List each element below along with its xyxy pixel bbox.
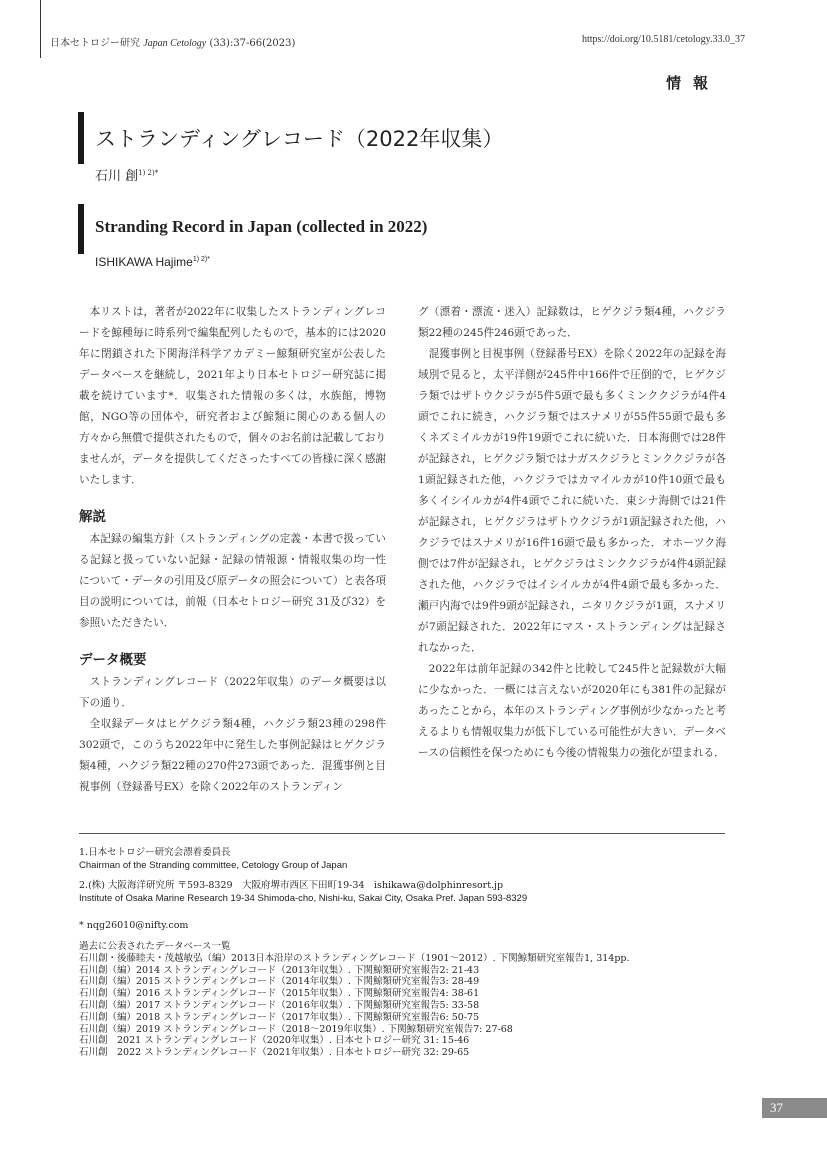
list-item: 石川創・後藤睦夫・茂越敏弘（編）2013日本沿岸のストランディングレコード（1901〜2012）. 下関鯨類研究室報告1, 314pp.	[79, 952, 630, 964]
author-jp	[95, 165, 158, 184]
overview-paragraph-2: 全収録データはヒゲクジラ類4種，ハクジラ類23種の298件302頭で，このうち2022年中に発生した事例記録はヒゲクジラ類4種，ハクジラ類22種の270件273頭であった．混獲事例と目視事例（登録番号EX）を除く2022年のストランディン	[79, 718, 386, 793]
overview-paragraph-1: ストランディングレコード（2022年収集）のデータ概要は以下の通り．	[79, 676, 386, 709]
article-title-en: Stranding Record in Japan (collected in 2022)	[95, 217, 428, 236]
list-item: 石川創（編）2019 ストランディングレコード（2018〜2019年収集）. 下関鯨類研究室報告7: 27-68	[79, 1023, 513, 1035]
past-database-list	[79, 941, 739, 1059]
footnote-1-jp: 1.日本セトロジー研究会漂着委員長	[79, 847, 231, 858]
overview-paragraph-2-continued: グ（漂着・漂流・迷入）記録数は，ヒゲクジラ類4種，ハクジラ類22種の245件246頭であった．	[418, 306, 726, 339]
footnote-2-en: Institute of Osaka Marine Research 19-34 Shimoda-cho, Nishi-ku, Sakai City, Osaka Pref. Japan 593-8329	[79, 892, 528, 904]
footnote-email: * nqg26010@nifty.com	[79, 920, 189, 931]
list-item: 石川創 2022 ストランディングレコード（2021年収集）. 日本セトロジー研究 32: 29-65	[79, 1047, 470, 1059]
list-item: 石川創（編）2018 ストランディングレコード（2017年収集）. 下関鯨類研究室報告6: 50-75	[79, 1011, 480, 1023]
author-name-en: ISHIKAWA Hajime	[95, 255, 193, 269]
author-affiliation-marks-jp: 1) 2)*	[138, 169, 159, 177]
journal-name-en: Japan Cetology	[143, 38, 207, 49]
section-heading-data-overview: データ概要	[79, 652, 147, 668]
article-title-jp: ストランディングレコード（2022年収集）	[95, 127, 504, 151]
margin-rule	[40, 0, 41, 58]
author-name-jp: 石川 創	[95, 169, 139, 184]
body-column-left	[79, 302, 386, 798]
body-column-right	[418, 302, 726, 764]
footnote-1	[79, 847, 729, 872]
list-item: 石川創 2021 ストランディングレコード（2020年収集）. 日本セトロジー研究 31: 15-46	[79, 1035, 470, 1047]
intro-paragraph: 本リストは，著者が2022年に収集したストランディングレコードを鯨種毎に時系列で編集配列したもので，基本的には2020年に閉鎖された下関海洋科学アカデミー鯨類研究室が公表したデータベースを継続し，2021年より日本セトロジー研究誌に掲載を続けています*．収集された情報の多くは，水族館，博物館，NGO等の団体や，研究者および鯨類に関心のある個人の方々から無償で提供されたもので，個々のお名前は記載しておりませんが，データを提供してくださったすべての皆様に深く感謝いたします．	[79, 306, 387, 486]
article-category: 情報	[665, 74, 720, 92]
footnote-divider	[79, 833, 725, 834]
journal-volume: (33):37-66(2023)	[209, 38, 296, 49]
list-item: 石川創（編）2014 ストランディングレコード（2013年収集）. 下関鯨類研究室報告2: 21-43	[79, 964, 480, 976]
footnote-2-jp: 2.(株) 大阪海洋研究所 〒593-8329 大阪府堺市西区下田町19-34 ishikawa@dolphinresort.jp	[79, 880, 504, 891]
title-accent-bar-en	[78, 204, 84, 254]
section-heading-kaisetsu: 解説	[79, 509, 106, 525]
past-list-heading: 過去に公表されたデータベース一覧	[79, 941, 231, 952]
list-item: 石川創（編）2017 ストランディングレコード（2016年収集）. 下関鯨類研究室報告5: 33-58	[79, 999, 480, 1011]
author-en	[95, 255, 210, 269]
comparison-paragraph: 2022年は前年記録の342件と比較して245件と記録数が大幅に少なかった．一概には言えないが2020年にも381件の記録があったことから，本年のストランディング事例が少なかったと考えるよりも情報収集力が低下している可能性が大きい．データベースの信頼性を保つためにも今後の情報集力の強化が望まれる．	[418, 663, 726, 759]
footnote-1-en: Chairman of the Stranding committee, Cetology Group of Japan	[79, 859, 348, 871]
journal-name-jp: 日本セトロジー研究	[50, 38, 140, 49]
title-accent-bar-jp	[78, 112, 84, 164]
running-header-journal	[50, 34, 295, 49]
doi-link[interactable]: https://doi.org/10.5181/cetology.33.0_37	[581, 34, 745, 45]
page-number: 37	[762, 1098, 827, 1118]
author-affiliation-marks-en: 1) 2)*	[192, 256, 210, 263]
regional-summary-paragraph: 混獲事例と目視事例（登録番号EX）を除く2022年の記録を海域別で見ると，太平洋側が245件中166件で圧倒的で，ヒゲクジラ類ではザトウクジラが5件5頭で最も多くミンククジラが4件4頭でこれに続き，ハクジラ類ではスナメリが55件55頭で最も多くネズミイルカが19件19頭でこれに続いた．日本海側では28件が記録され，ヒゲクジラ類ではナガスクジラとミンククジラが各1頭記録された他，ハクジラではカマイルカが10件10頭で最も多くイシイルカが4件4頭でこれに続いた．東シナ海側では21件が記録され，ヒゲクジラはザトウクジラが1頭記録された他，ハクジラではスナメリが16件16頭で最も多かった．オホーツク海側では7件が記録され，ヒゲクジラはミンククジラが4件4頭記録された他，ハクジラではイシイルカが4件4頭で最も多かった．瀬戸内海では9件9頭が記録され，ニタリクジラが1頭，スナメリが7頭記録された．2022年にマス・ストランディングは記録されなかった．	[418, 348, 726, 654]
footnote-2	[79, 880, 729, 905]
kaisetsu-paragraph: 本記録の編集方針（ストランディングの定義・本書で扱っている記録と扱っていない記録・記録の情報源・情報収集の均一性について・データの引用及び原データの照会について）と表各項目の説明については，前報（日本セトロジー研究 31及び32）を参照いただきたい．	[79, 533, 386, 629]
list-item: 石川創（編）2015 ストランディングレコード（2014年収集）. 下関鯨類研究室報告3: 28-49	[79, 976, 480, 988]
list-item: 石川創（編）2016 ストランディングレコード（2015年収集）. 下関鯨類研究室報告4: 38-61	[79, 988, 480, 1000]
